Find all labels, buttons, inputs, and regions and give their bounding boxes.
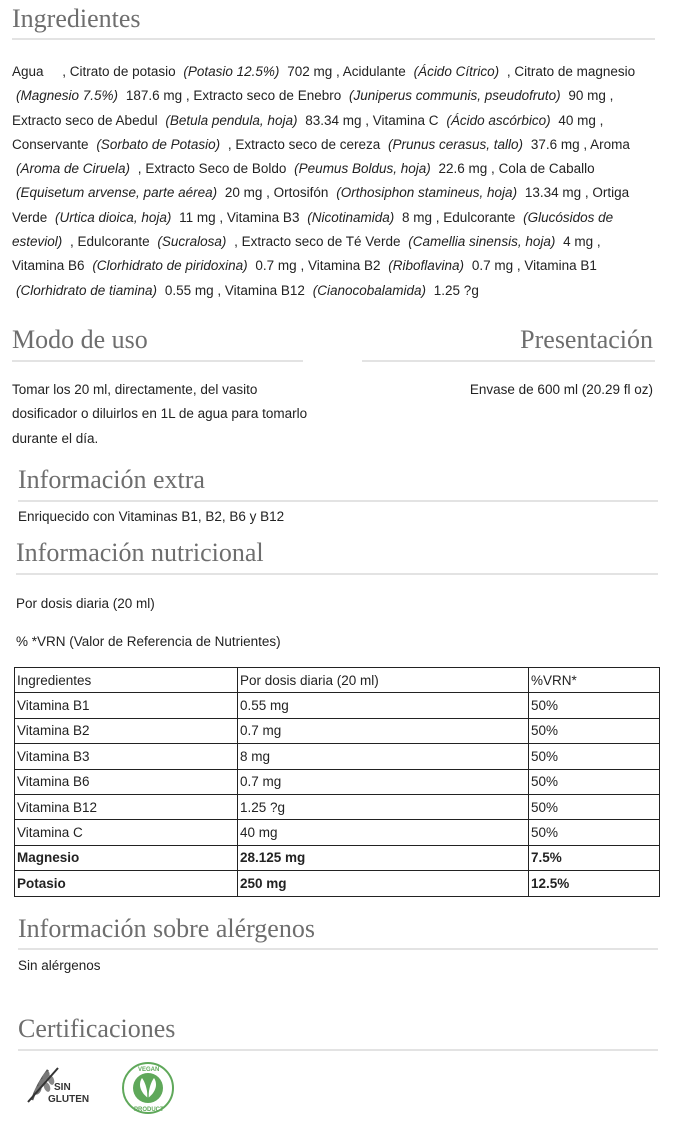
ingredient-detail: (Aroma de Ciruela) — [16, 161, 131, 177]
table-cell: 8 mg — [238, 744, 529, 769]
ingredient-name: Citrato de potasio — [69, 64, 176, 79]
modo-uso-line: dosificador o diluirlos en 1L de agua para tomarlo — [12, 406, 308, 422]
table-cell: 0.7 mg — [238, 718, 529, 743]
table-cell: Vitamina B1 — [15, 693, 238, 718]
table-cell: 1.25 ?g — [238, 794, 529, 819]
ingredient-item — [12, 258, 297, 273]
ingredient-detail: (Orthosiphon stamineus, hoja) — [336, 185, 518, 201]
gluten-free-bottom: GLUTEN — [48, 1094, 90, 1105]
table-cell: 28.125 mg — [238, 845, 529, 870]
table-header-cell: %VRN* — [529, 668, 660, 693]
presentacion-divider — [362, 360, 655, 362]
presentacion-text: Envase de 600 ml (20.29 fl oz) — [469, 382, 653, 397]
ingredientes-divider — [12, 38, 655, 40]
ingredient-name: Vitamina B1 — [524, 258, 597, 274]
ingredient-item — [227, 210, 432, 225]
ingredient-detail: (Clorhidrato de tiamina) — [16, 282, 158, 298]
nutrition-table — [14, 667, 660, 897]
ingredient-amount: 40 mg — [558, 112, 596, 128]
ingredient-detail: (Peumus Boldus, hoja) — [294, 161, 431, 177]
table-row — [15, 820, 660, 845]
table-row — [15, 794, 660, 819]
ingredient-name: Vitamina B2 — [307, 258, 381, 274]
table-header-cell: Ingredientes — [15, 668, 238, 693]
ingredient-name: Vitamina C — [372, 112, 439, 128]
table-cell: 50% — [529, 820, 660, 845]
ingredient-detail: (Potasio 12.5%) — [183, 64, 280, 79]
ingredient-detail: (Riboflavina) — [388, 258, 465, 274]
table-row — [15, 769, 660, 794]
ingredient-amount: 187.6 mg — [125, 88, 183, 104]
ingredientes-heading: Ingredientes — [12, 4, 141, 33]
vegan-bottom: PRODUCT — [134, 1107, 164, 1113]
ingredient-detail: (Glucósidos de esteviol) — [12, 209, 614, 250]
modo-uso-line: Tomar los 20 ml, directamente, del vasito — [12, 382, 258, 397]
vegan-product-badge — [120, 1060, 176, 1116]
ingredient-name: Citrato de magnesio — [514, 64, 636, 79]
table-cell: 250 mg — [238, 871, 529, 896]
alergenos-heading: Información sobre alérgenos — [18, 914, 315, 943]
ingredient-item — [235, 137, 579, 152]
table-row — [15, 845, 660, 870]
table-cell: 12.5% — [529, 871, 660, 896]
table-row — [15, 871, 660, 896]
certificaciones-heading: Certificaciones — [18, 1014, 176, 1043]
ingredient-amount: 90 mg — [568, 88, 606, 104]
table-row — [15, 693, 660, 718]
ingredient-name: Cola de Caballo — [498, 161, 595, 177]
ingredient-item — [12, 64, 44, 79]
ingredient-detail: (Juniperus communis, pseudofruto) — [349, 88, 561, 104]
table-cell: 0.7 mg — [238, 769, 529, 794]
ingredient-name: Extracto seco de Té Verde — [241, 234, 401, 250]
ingredient-item — [274, 185, 581, 200]
table-row — [15, 744, 660, 769]
vegan-product-icon — [120, 1060, 176, 1116]
ingredient-name: Aroma — [590, 136, 630, 152]
ingredient-list: Agua , Citrato de potasio (Potasio 12.5%) 702 mg , Acidulante (Ácido Cítrico) , Citrato de magnesio (Magnesio 7.5%) 187.6 mg , Extracto seco de Enebro (Juniperus communis, pseudofruto) 90 mg , Extracto seco de Abedul (Betula pendula, hoja) 83.34 mg , Vitamina C (Ácido ascórbico) 40 mg , Conservante (Sorbato de Potasio) , Extracto seco de cereza (Prunus cerasus, tallo) 37.6 mg , Aroma (Aroma de Ciruela) , Extracto Seco de Boldo (Peumus Boldus, hoja) 22.6 mg , Cola de Caballo (Equisetum arvense, parte aérea) 20 mg , Ortosifón (Orthosiphon stamineus, hoja) 13.34 mg , Ortiga Verde (Urtica dioica, hoja) 11 mg , Vitamina B3 (Nicotinamida) 8 mg , Edulcorante (Glucósidos de esteviol) , Edulcorante (Sucralosa) , Extracto seco de Té Verde (Camellia sinensis, hoja) 4 mg , Vitamina B6 (Clorhidrato de piridoxina) 0.7 mg , Vitamina B2 (Riboflavina) 0.7 mg , Vitamina B1 (Clorhidrato de tiamina) 0.55 mg , Vitamina B12 (Cianocobalamida) 1.25 ?g — [12, 64, 636, 298]
gluten-free-top: SIN — [54, 1082, 71, 1093]
table-cell: 40 mg — [238, 820, 529, 845]
ingredient-item — [225, 283, 479, 298]
ingredient-amount: 0.7 mg — [471, 258, 514, 274]
ingredient-detail: (Magnesio 7.5%) — [16, 88, 119, 104]
table-cell: 50% — [529, 744, 660, 769]
ingredient-amount: 1.25 ?g — [433, 282, 479, 298]
nutricional-dosis-text: Por dosis diaria (20 ml) — [16, 596, 155, 611]
ingredient-item — [12, 137, 224, 152]
table-cell: Vitamina C — [15, 820, 238, 845]
ingredient-detail: (Equisetum arvense, parte aérea) — [16, 185, 218, 201]
table-cell: 50% — [529, 769, 660, 794]
table-cell: Magnesio — [15, 845, 238, 870]
ingredient-amount: 0.55 mg — [164, 282, 214, 298]
ingredient-detail: (Sorbato de Potasio) — [96, 136, 221, 152]
table-cell: Vitamina B6 — [15, 769, 238, 794]
presentacion-heading: Presentación — [520, 325, 653, 354]
ingredient-name: Vitamina B12 — [224, 282, 305, 298]
table-header-row — [15, 668, 660, 693]
ingredient-name: Ortosifón — [273, 185, 329, 201]
ingredient-name: Conservante — [12, 136, 89, 152]
ingredient-item — [70, 64, 332, 79]
ingredient-item — [145, 161, 487, 176]
ingredient-detail: (Ácido Cítrico) — [413, 64, 500, 79]
vegan-top: VEGAN — [138, 1067, 160, 1073]
ingredient-item — [343, 64, 503, 79]
ingredient-name: Acidulante — [342, 64, 406, 79]
info-extra-text: Enriquecido con Vitaminas B1, B2, B6 y B12 — [18, 509, 285, 524]
modo-uso-line: durante el día. — [12, 430, 99, 446]
ingredient-item — [78, 234, 231, 249]
certificaciones-divider — [18, 1049, 658, 1051]
ingredient-name: Vitamina B3 — [226, 209, 300, 225]
ingredient-name: Extracto Seco de Boldo — [145, 161, 287, 177]
ingredient-amount: 20 mg — [224, 185, 263, 201]
table-header-cell: Por dosis diaria (20 ml) — [238, 668, 529, 693]
ingredient-amount: 37.6 mg — [530, 136, 580, 152]
info-extra-divider — [18, 500, 658, 502]
ingredient-name: Agua — [12, 64, 44, 79]
table-row — [15, 718, 660, 743]
ingredient-item — [193, 88, 606, 103]
ingredient-amount: 13.34 mg — [524, 185, 582, 201]
ingredient-amount: 11 mg — [179, 209, 216, 225]
ingredient-name: Ortiga Verde — [12, 185, 630, 225]
ingredient-item — [308, 258, 513, 273]
ingredient-detail: (Cianocobalamida) — [312, 282, 427, 298]
ingredient-amount: 8 mg — [402, 209, 433, 225]
ingredient-item — [242, 234, 593, 249]
table-cell: Vitamina B2 — [15, 718, 238, 743]
ingredient-amount: 4 mg — [563, 234, 594, 250]
table-cell: Potasio — [15, 871, 238, 896]
table-cell: 0.55 mg — [238, 693, 529, 718]
ingredient-name: Vitamina B6 — [12, 258, 85, 274]
ingredient-amount: 83.34 mg — [305, 112, 362, 128]
ingredient-name: Edulcorante — [77, 234, 150, 250]
ingredient-detail: (Clorhidrato de piridoxina) — [92, 258, 248, 274]
ingredient-detail: (Prunus cerasus, tallo) — [388, 136, 524, 152]
ingredient-detail: (Sucralosa) — [157, 234, 227, 250]
table-cell: 50% — [529, 794, 660, 819]
ingredient-detail: (Nicotinamida) — [307, 209, 395, 225]
info-extra-heading: Información extra — [18, 465, 205, 494]
modo-uso-heading: Modo de uso — [12, 325, 148, 354]
alergenos-text: Sin alérgenos — [18, 958, 101, 973]
table-cell: 50% — [529, 693, 660, 718]
modo-uso-text — [12, 378, 352, 451]
modo-uso-divider — [12, 360, 303, 362]
ingredient-item — [373, 113, 596, 128]
nutricional-vrn-text: % *VRN (Valor de Referencia de Nutrientes) — [16, 634, 281, 649]
ingredient-detail: (Betula pendula, hoja) — [165, 112, 298, 128]
ingredient-name: Edulcorante — [443, 209, 516, 225]
ingredient-detail: (Urtica dioica, hoja) — [55, 209, 172, 225]
table-cell: 7.5% — [529, 845, 660, 870]
gluten-free-badge — [24, 1062, 104, 1112]
table-cell: Vitamina B12 — [15, 794, 238, 819]
ingredient-amount: 702 mg — [287, 64, 333, 79]
ingredient-amount: 22.6 mg — [438, 161, 488, 177]
gluten-free-icon — [24, 1062, 104, 1112]
ingredient-detail: (Camellia sinensis, hoja) — [408, 234, 556, 250]
table-cell: 50% — [529, 718, 660, 743]
ingredient-detail: (Ácido ascórbico) — [446, 112, 551, 128]
ingredient-name: Extracto seco de Abedul — [12, 112, 158, 128]
ingredient-name: Extracto seco de cereza — [235, 136, 381, 152]
ingredient-name: Extracto seco de Enebro — [193, 88, 342, 104]
info-nutricional-divider — [16, 573, 658, 575]
ingredient-item — [12, 113, 362, 128]
alergenos-divider — [18, 948, 658, 950]
ingredient-amount: 0.7 mg — [255, 258, 297, 274]
info-nutricional-heading: Información nutricional — [16, 538, 264, 567]
table-cell: Vitamina B3 — [15, 744, 238, 769]
